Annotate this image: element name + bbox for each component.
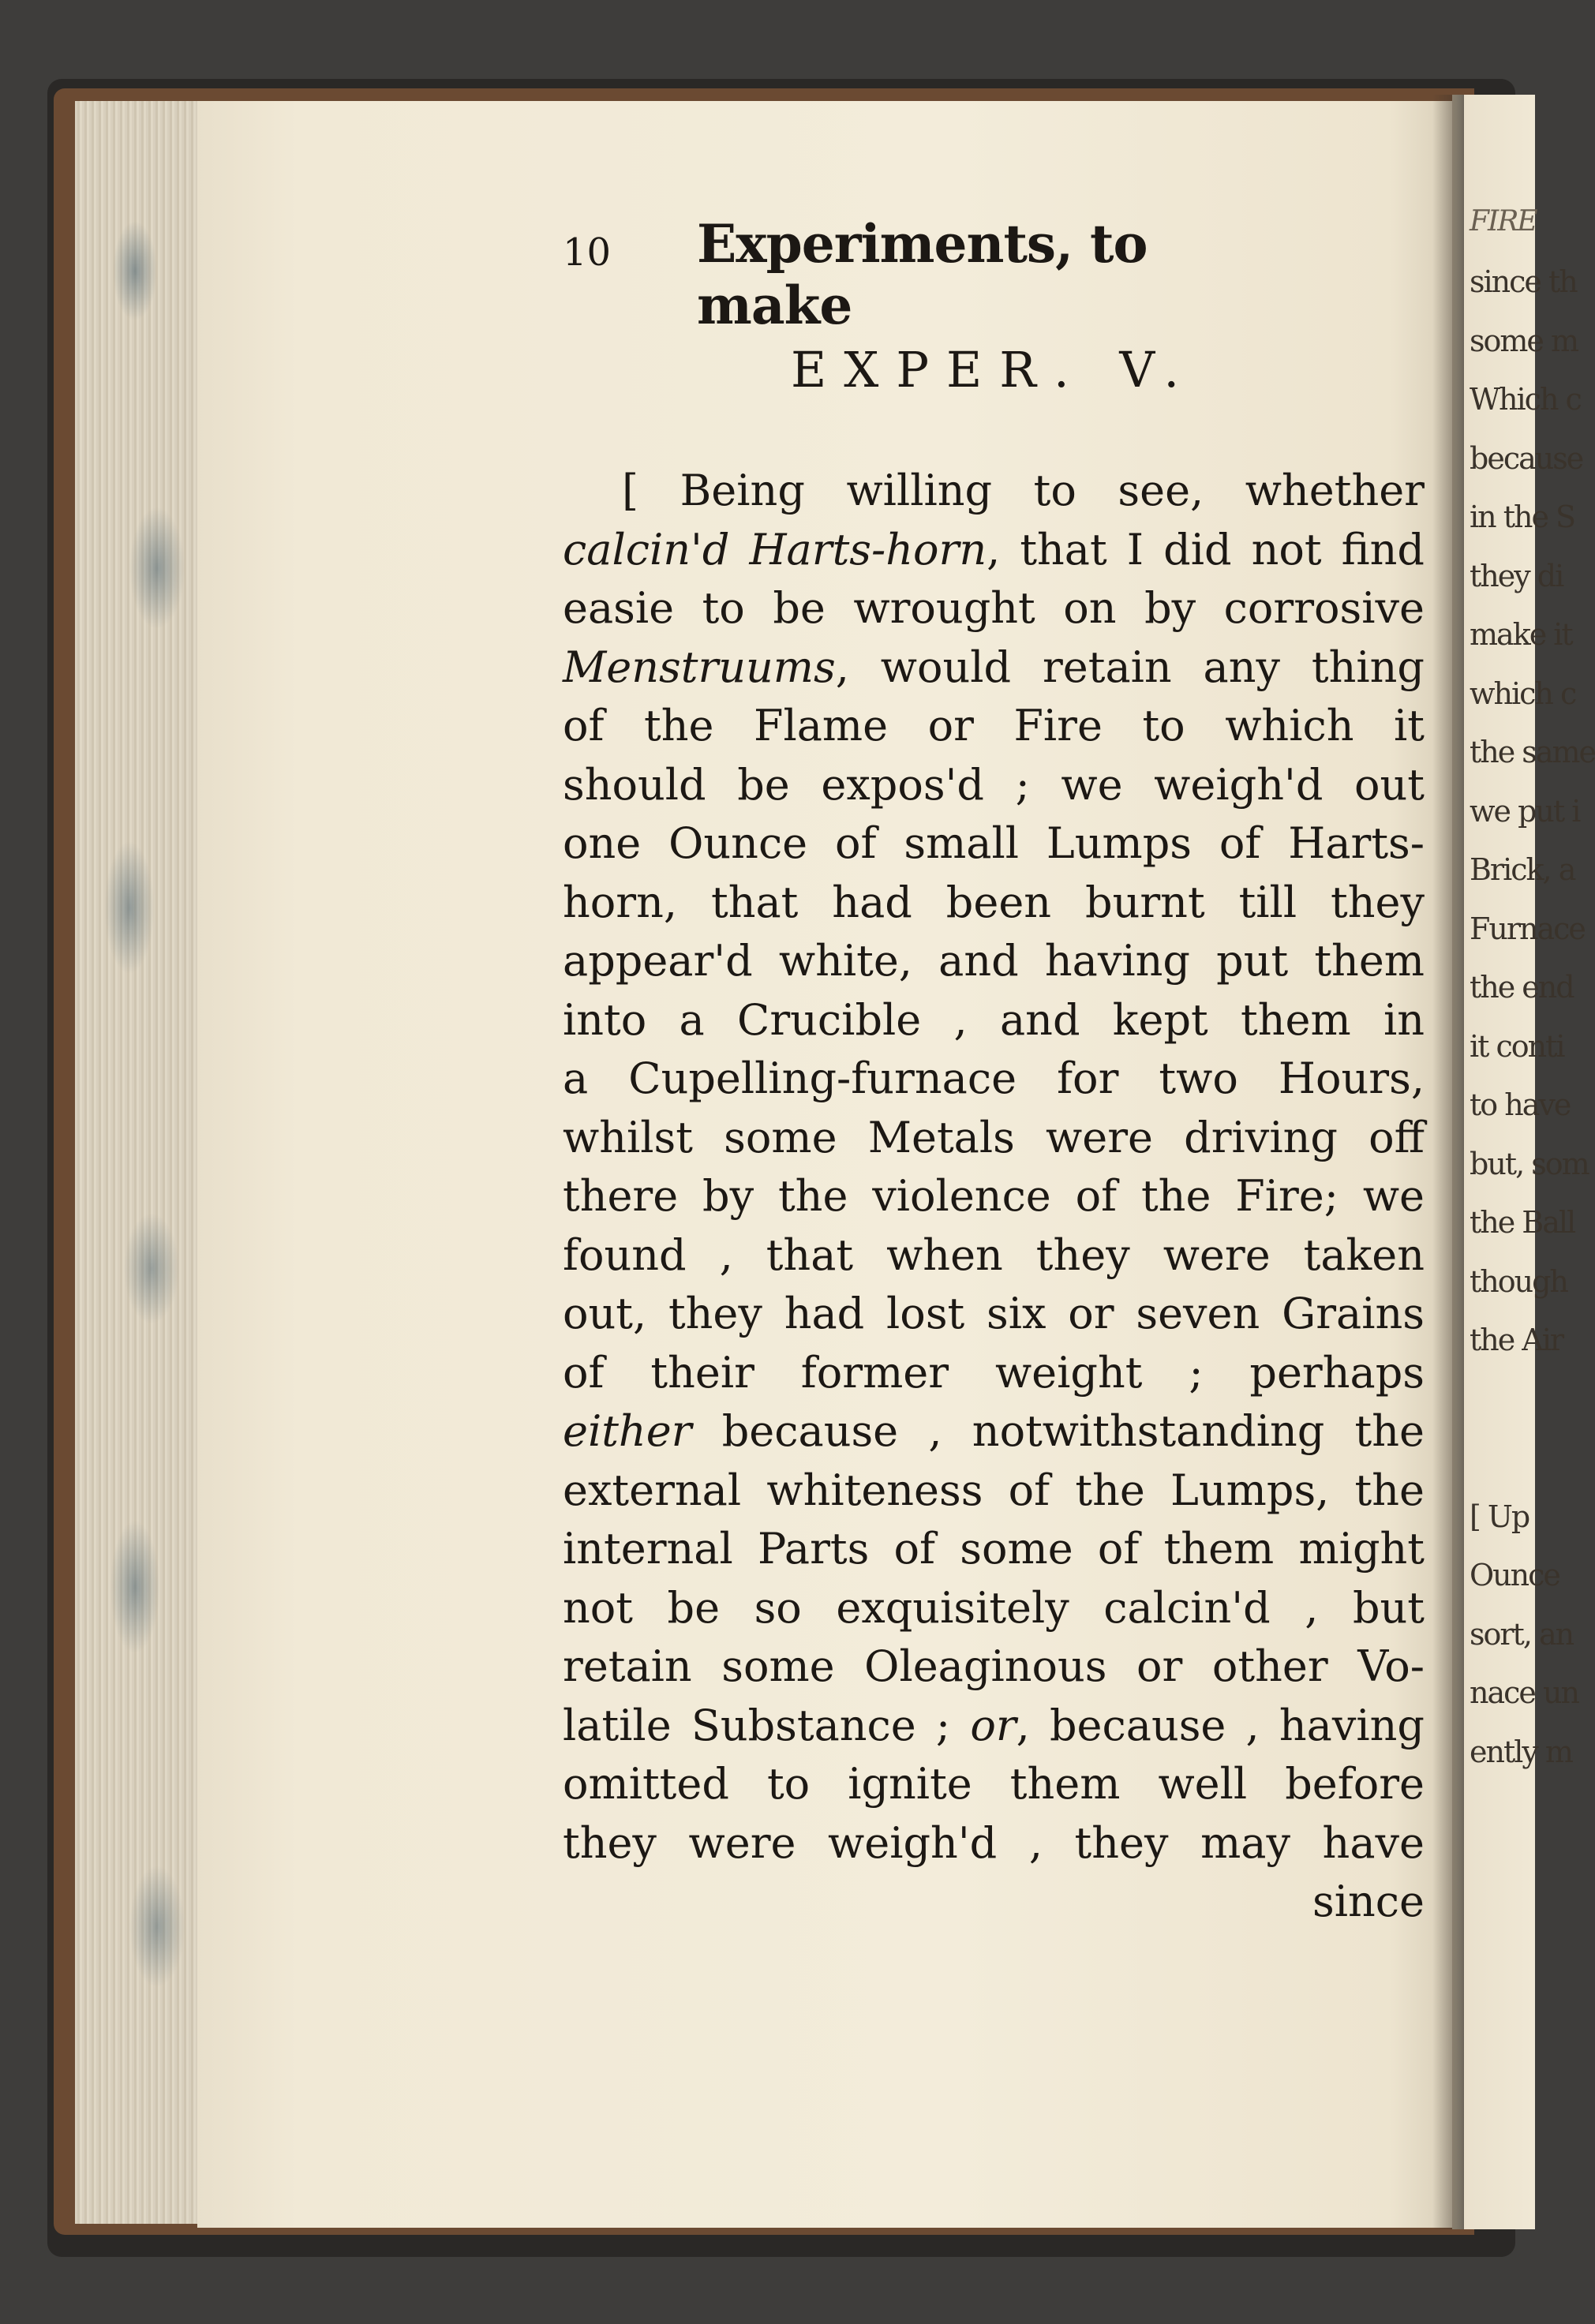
page-fore-edge <box>75 101 217 2224</box>
text-line <box>563 1109 1425 1168</box>
text-run: whilst some Metals were driving off <box>563 1112 1425 1162</box>
adjacent-page-line: but, som <box>1470 1146 1589 1181</box>
text-run: found , that when they were taken <box>563 1229 1425 1280</box>
text-line <box>563 1637 1425 1697</box>
adjacent-page-line: they di <box>1470 558 1563 593</box>
page-number: 10 <box>563 230 612 275</box>
text-run: should be expos'd ; we weigh'd out <box>563 759 1425 810</box>
text-run: , would retain any thing <box>835 642 1425 692</box>
adjacent-page-line: make it <box>1470 617 1572 652</box>
text-line <box>563 1520 1425 1579</box>
text-run: latile Substance ; <box>563 1700 971 1750</box>
text-line <box>563 1226 1425 1285</box>
text-line <box>563 1697 1425 1756</box>
adjacent-page-line: Which c <box>1470 382 1581 417</box>
text-run: of their former weight ; perhaps <box>563 1347 1425 1398</box>
body-text <box>563 462 1425 1932</box>
text-run: horn, that had been burnt till they <box>563 877 1425 927</box>
adjacent-page-line: in the S <box>1470 500 1575 534</box>
text-line <box>563 874 1425 933</box>
adjacent-page-line: the end <box>1470 970 1574 1005</box>
text-run: one Ounce of small Lumps of Harts- <box>563 818 1425 868</box>
adjacent-page-line: nace un <box>1470 1675 1578 1710</box>
text-run: [ Being willing to see, whether <box>622 466 1425 515</box>
adjacent-page-line: some m <box>1470 323 1578 358</box>
text-run: since <box>1312 1877 1425 1926</box>
adjacent-page-line: we put i <box>1470 793 1580 829</box>
text-line <box>563 638 1425 698</box>
italic-text: Menstruums <box>563 642 836 692</box>
running-head: Experiments, to make <box>697 213 1148 336</box>
text-line <box>563 1402 1425 1461</box>
adjacent-page-header: FIRE <box>1470 205 1537 238</box>
section-title: EXPER. V. <box>790 341 1197 399</box>
text-run: external whiteness of the Lumps, the <box>563 1465 1425 1515</box>
adjacent-page-line: ently m <box>1470 1734 1572 1769</box>
italic-text: either <box>563 1406 692 1456</box>
italic-text: or <box>970 1700 1017 1750</box>
text-line <box>563 1461 1425 1521</box>
adjacent-page-line: since th <box>1470 264 1577 299</box>
adjacent-page <box>1452 95 1595 2229</box>
text-run: appear'd white, and having put them <box>563 936 1425 986</box>
adjacent-page-line: [ Up <box>1470 1499 1529 1534</box>
catchword <box>563 1873 1425 1932</box>
text-run: internal Parts of some of them might <box>563 1524 1425 1574</box>
adjacent-page-line: it conti <box>1470 1028 1564 1064</box>
text-run: not be so exquisitely calcin'd , but <box>563 1582 1425 1633</box>
adjacent-page-line: which c <box>1470 675 1576 711</box>
text-run: of the Flame or Fire to which it <box>563 701 1425 750</box>
adjacent-page-line: to have <box>1470 1087 1571 1122</box>
text-line <box>563 932 1425 991</box>
adjacent-page-line: Brick, a <box>1470 852 1575 887</box>
marbled-edge <box>91 101 201 2224</box>
text-line <box>563 1755 1425 1814</box>
text-line <box>563 1344 1425 1403</box>
text-line <box>563 1814 1425 1873</box>
spine-gutter <box>1432 95 1464 2229</box>
text-run: a Cupelling-furnace for two Hours, <box>563 1053 1425 1103</box>
adjacent-page-line: Ounce <box>1470 1558 1559 1592</box>
adjacent-page-line: because <box>1470 440 1583 476</box>
text-run: there by the violence of the Fire; we <box>563 1171 1425 1221</box>
text-run: , because , having <box>1016 1700 1425 1750</box>
text-line <box>563 991 1425 1050</box>
adjacent-page-line: the same <box>1470 735 1595 769</box>
text-line <box>563 1050 1425 1109</box>
text-run: into a Crucible , and kept them in <box>563 994 1425 1045</box>
adjacent-page-line: though <box>1470 1263 1567 1299</box>
text-line <box>563 1579 1425 1638</box>
page-header <box>563 213 1273 336</box>
text-line <box>563 1285 1425 1344</box>
text-line <box>563 462 1425 521</box>
text-line <box>563 579 1425 638</box>
text-run: easie to be wrought on by corrosive <box>563 583 1425 633</box>
text-line <box>563 814 1425 874</box>
text-run: retain some Oleaginous or other Vo- <box>563 1641 1425 1691</box>
text-run: they were weigh'd , they may have <box>563 1817 1425 1868</box>
adjacent-page-line: Furnace <box>1470 911 1585 946</box>
text-run: omitted to ignite them well before <box>563 1759 1425 1809</box>
text-run: , that I did not find <box>987 524 1425 574</box>
text-line <box>563 1167 1425 1226</box>
text-line <box>563 697 1425 756</box>
text-line <box>563 756 1425 815</box>
adjacent-page-line: the Ball <box>1470 1205 1575 1240</box>
text-run: out, they had lost six or seven Grains <box>563 1289 1425 1338</box>
text-run: because , notwithstanding the <box>691 1406 1425 1456</box>
text-line <box>563 521 1425 580</box>
italic-text: calcin'd Harts-horn <box>563 524 987 574</box>
adjacent-page-line: sort, an <box>1470 1616 1574 1652</box>
adjacent-page-line: the Air <box>1470 1323 1563 1357</box>
